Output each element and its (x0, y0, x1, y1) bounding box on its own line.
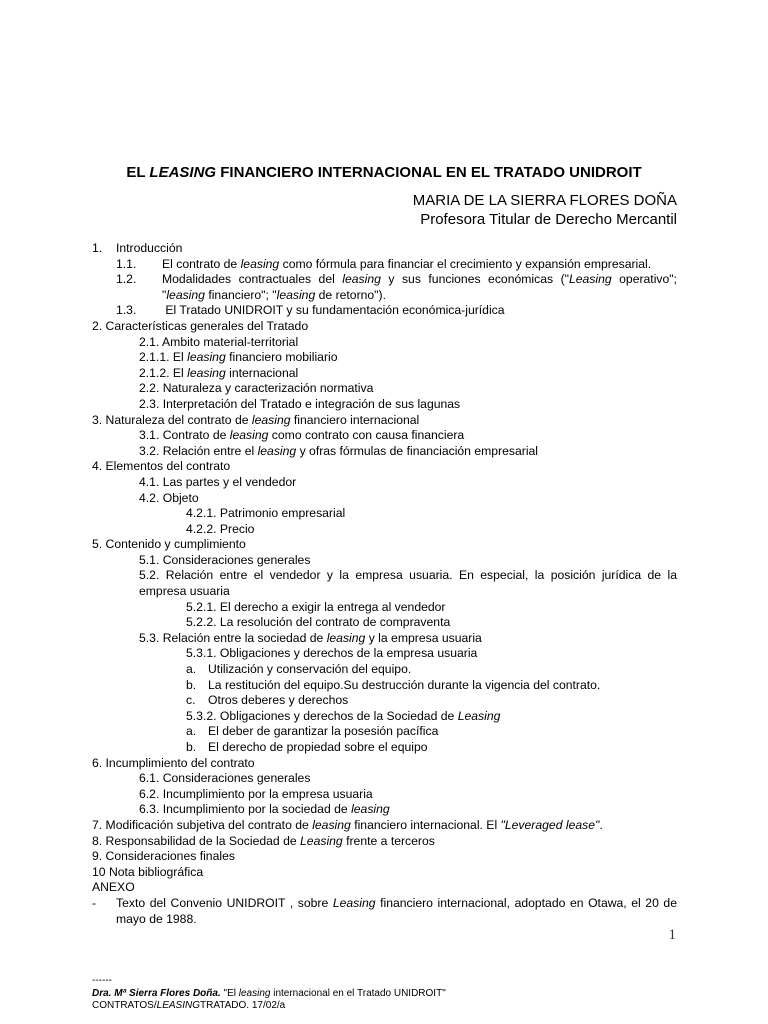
author-name: MARIA DE LA SIERRA FLORES DOÑA (412, 192, 677, 209)
toc-item: 10 Nota bibliográfica (92, 864, 204, 879)
toc-item: 3. Naturaleza del contrato de leasing financiero internacional (92, 412, 420, 427)
toc-item: 2.3. Interpretación del Tratado e integración de sus lagunas (139, 396, 461, 411)
toc-item: 5.3. Relación entre la sociedad de leasing y la empresa usuaria (139, 630, 482, 645)
toc-item: 6.3. Incumplimiento por la sociedad de leasing (139, 802, 390, 817)
title-text-rest: FINANCIERO INTERNACIONAL EN EL TRATADO UNIDROIT (216, 164, 642, 181)
toc-item: 4.1. Las partes y el vendedor (139, 474, 297, 489)
toc-item: 4.2. Objeto (139, 490, 199, 505)
toc-item: 6.1. Consideraciones generales (139, 771, 311, 786)
toc-item: ANEXO (92, 880, 135, 895)
table-of-contents (92, 241, 677, 927)
toc-item: 4. Elementos del contrato (92, 459, 231, 474)
toc-item: 4.2.1. Patrimonio empresarial (186, 506, 346, 521)
author-block (413, 191, 677, 229)
toc-item: b. El derecho de propiedad sobre el equipo (186, 740, 428, 754)
toc-item: 5.2.1. El derecho a exigir la entrega al vendedor (186, 599, 446, 614)
footer-citation: Dra. Mª Sierra Flores Doña. "El leasing internacional en el Tratado UNIDROIT" (92, 987, 446, 999)
toc-item: 3.1. Contrato de leasing como contrato con causa financiera (139, 428, 465, 443)
toc-item: 5. Contenido y cumplimiento (92, 537, 246, 552)
toc-item: 1.1. El contrato de leasing como fórmula para financiar el crecimiento y expansión empresarial. (116, 256, 652, 271)
footer-rule: ------ (92, 975, 112, 986)
toc-item: 2.1.2. El leasing internacional (139, 365, 299, 380)
toc-item: 6.2. Incumplimiento por la empresa usuaria (139, 786, 373, 801)
toc-item: a. El deber de garantizar la posesión pacífica (186, 724, 439, 739)
toc-item: 7. Modificación subjetiva del contrato de leasing financiero internacional. El "Leveraged lease". (92, 817, 603, 832)
toc-item: b. La restitución del equipo.Su destrucción durante la vigencia del contrato. (186, 677, 601, 692)
toc-item: 2.1.1. El leasing financiero mobiliario (139, 350, 338, 365)
toc-item: 5.2.2. La resolución del contrato de compraventa (186, 615, 451, 630)
toc-item: 2.2. Naturaleza y caracterización normativa (139, 381, 374, 396)
page-number: 1 (668, 927, 676, 943)
toc-item: 8. Responsabilidad de la Sociedad de Leasing frente a terceros (92, 833, 435, 848)
toc-item: a. Utilización y conservación del equipo. (186, 662, 412, 677)
toc-item: 5.2. Relación entre el vendedor y la empresa usuaria. En especial, la posición jurídica de la empresa usuaria (139, 568, 677, 599)
toc-item: 2. Características generales del Tratado (92, 318, 309, 333)
page-footer (92, 975, 446, 1013)
toc-item: 5.3.1. Obligaciones y derechos de la empresa usuaria (186, 646, 478, 661)
toc-item: c. Otros deberes y derechos (186, 693, 349, 708)
title-italic: LEASING (149, 164, 217, 181)
toc-item: 1. Introducción (92, 241, 183, 255)
title-text: EL (126, 164, 150, 181)
toc-item: - Texto del Convenio UNIDROIT , sobre Leasing financiero internacional, adoptado en Otawa, el 20 de mayo de 1988. (92, 895, 677, 926)
toc-item: 5.1. Consideraciones generales (139, 552, 311, 567)
toc-item: 1.2. Modalidades contractuales del leasing y sus funciones económicas ("Leasing operativo"; "leasing financiero"; "leasing de retorno"). (116, 272, 677, 302)
toc-item: 3.2. Relación entre el leasing y ofras fórmulas de financiación empresarial (139, 443, 539, 458)
toc-item: 5.3.2. Obligaciones y derechos de la Sociedad de Leasing (186, 708, 501, 723)
toc-item: 2.1. Ambito material-territorial (139, 334, 299, 349)
footer-reference: CONTRATOS/LEASINGTRATADO. 17/02/a (92, 1000, 286, 1011)
author-role: Profesora Titular de Derecho Mercantil (420, 211, 677, 228)
toc-item: 6. Incumplimiento del contrato (92, 755, 255, 770)
toc-item: 4.2.2. Precio (186, 521, 255, 536)
toc-item: 1.3. El Tratado UNIDROIT y su fundamentación económica-jurídica (116, 303, 505, 318)
document-title (0, 163, 768, 183)
toc-item: 9. Consideraciones finales (92, 849, 235, 864)
